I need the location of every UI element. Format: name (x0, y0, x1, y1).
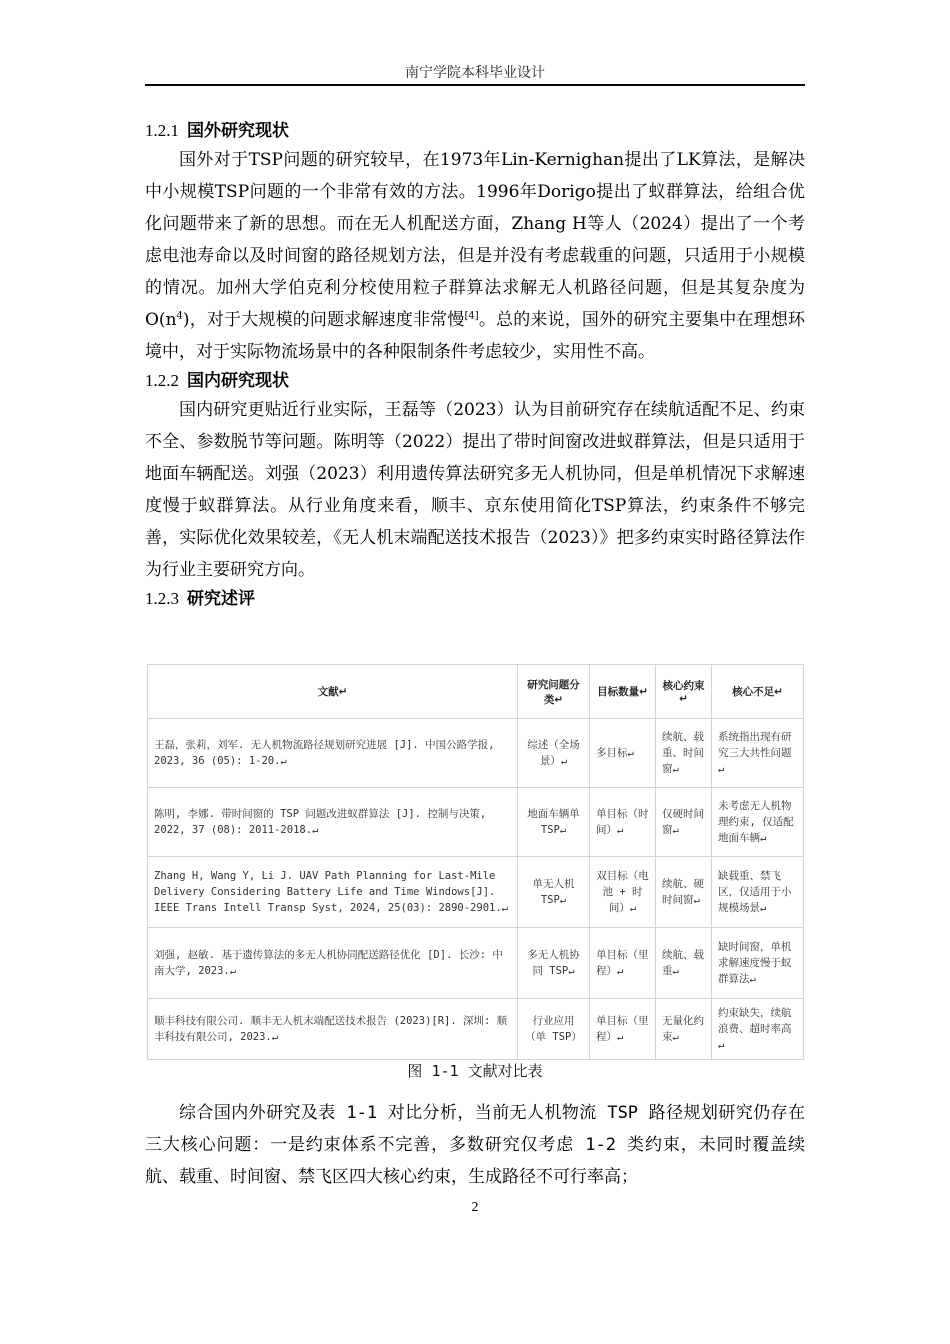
table-cell: 多目标↵ (590, 719, 656, 788)
table-row (148, 999, 804, 1060)
table-cell: 多无人机协同 TSP↵ (518, 928, 590, 999)
table-row (148, 928, 804, 999)
table-cell: 行业应用（单 TSP） (518, 999, 590, 1060)
section-heading-1-2-1 (145, 118, 805, 144)
table-header-row (148, 665, 804, 719)
table-cell: 单目标（里程）↵ (590, 928, 656, 999)
table-cell: 单目标（里程）↵ (590, 999, 656, 1060)
col-header-constraints: 核心约束↵ (656, 665, 712, 719)
col-header-objectives: 目标数量↵ (590, 665, 656, 719)
table-cell: 王磊，张莉，刘军. 无人机物流路径规划研究进展 [J]. 中国公路学报, 2023, 36 (05): 1-20.↵ (148, 719, 518, 788)
paragraph-summary: 综合国内外研究及表 1-1 对比分析，当前无人机物流 TSP 路径规划研究仍存在三大核心问题：一是约束体系不完善，多数研究仅考虑 1-2 类约束，未同时覆盖续航、载重、时间窗、禁飞区四大核心约束，生成路径不可行率高； (145, 1103, 805, 1187)
body-text (145, 118, 805, 612)
table-caption: 图 1-1 文献对比表 (407, 1062, 543, 1080)
table-cell: 顺丰科技有限公司. 顺丰无人机末端配送技术报告 (2023)[R]. 深圳: 顺丰科技有限公司, 2023.↵ (148, 999, 518, 1060)
table-cell: 无量化约束↵ (656, 999, 712, 1060)
table-cell: 缺载重、禁飞区，仅适用于小规模场景↵ (712, 857, 804, 928)
table-cell: 仅硬时间窗↵ (656, 788, 712, 857)
section-number: 1.2.1 (145, 121, 179, 140)
literature-comparison-table (147, 664, 803, 1060)
col-header-shortcoming: 核心不足↵ (712, 665, 804, 719)
table-cell: 系统指出现有研究三大共性问题↵ (712, 719, 804, 788)
table-cell: 续航、硬时间窗↵ (656, 857, 712, 928)
closing-text (145, 1097, 805, 1193)
section-title: 国内研究现状 (187, 371, 289, 391)
section-heading-1-2-3 (145, 586, 805, 612)
section-number: 1.2.2 (145, 371, 179, 390)
table-row (148, 788, 804, 857)
section-number: 1.2.3 (145, 589, 179, 608)
col-header-category: 研究问题分类↵ (518, 665, 590, 719)
table-cell: 双目标（电池 + 时间）↵ (590, 857, 656, 928)
table-cell: 综述（全场景）↵ (518, 719, 590, 788)
table-cell: 地面车辆单TSP↵ (518, 788, 590, 857)
table-row (148, 719, 804, 788)
table-cell: 单无人机TSP↵ (518, 857, 590, 928)
citation-ref: [4] (464, 310, 479, 322)
table-cell: 刘强, 赵敏. 基于遗传算法的多无人机协同配送路径优化 [D]. 长沙: 中南大学, 2023.↵ (148, 928, 518, 999)
page-header: 南宁学院本科毕业设计 (405, 65, 545, 81)
page-number: 2 (471, 1200, 479, 1215)
table-cell: 缺时间窗，单机求解速度慢于蚁群算法↵ (712, 928, 804, 999)
paragraph-domestic-research: 国内研究更贴近行业实际，王磊等（2023）认为目前研究存在续航适配不足、约束不全、参数脱节等问题。陈明等（2022）提出了带时间窗改进蚁群算法，但是只适用于地面车辆配送。刘强（2023）利用遗传算法研究多无人机协同，但是单机情况下求解速度慢于蚁群算法。从行业角度来看，顺丰、京东使用简化TSP算法，约束条件不够完善，实际优化效果较差，《无人机末端配送技术报告（2023）》把多约束实时路径算法作为行业主要研究方向。 (145, 400, 805, 580)
section-title: 研究述评 (187, 589, 255, 609)
table-cell: 续航、载重、时间窗↵ (656, 719, 712, 788)
paragraph-foreign-research: 国外对于TSP问题的研究较早，在1973年Lin-Kernighan提出了LK算法，是解决中小规模TSP问题的一个非常有效的方法。1996年Dorigo提出了蚁群算法，给组合优化问题带来了新的思想。而在无人机配送方面，Zhang H等人（2024）提出了一个考虑电池寿命以及时间窗的路径规划方法，但是并没有考虑载重的问题，只适用于小规模的情况。加州大学伯克利分校使用粒子群算法求解无人机路径问题，但是其复杂度为$O(n^4)$，对于大规模的问题求解速度非常慢[4]。总的来说，国外的研究主要集中在理想环境中，对于实际物流场景中的各种限制条件考虑较少，实用性不高。 (145, 150, 806, 362)
table-cell: 单目标（时间）↵ (590, 788, 656, 857)
section-heading-1-2-2 (145, 368, 805, 394)
table-cell: 约束缺失，续航浪费、超时率高↵ (712, 999, 804, 1060)
table-cell: 续航、载重↵ (656, 928, 712, 999)
col-header-reference: 文献↵ (148, 665, 518, 719)
header-rule (145, 84, 805, 86)
table-row (148, 857, 804, 928)
table-cell: 未考虑无人机物理约束, 仅适配地面车辆↵ (712, 788, 804, 857)
table-cell: 陈明, 李娜. 带时间窗的 TSP 问题改进蚁群算法 [J]. 控制与决策, 2022, 37 (08): 2011-2018.↵ (148, 788, 518, 857)
section-title: 国外研究现状 (187, 121, 289, 141)
table-cell: Zhang H, Wang Y, Li J. UAV Path Planning for Last-Mile Delivery Considering Battery Life and Time Windows[J]. IEEE Trans Intell Transp Syst, 2024, 25(03): 2890-2901.↵ (148, 857, 518, 928)
